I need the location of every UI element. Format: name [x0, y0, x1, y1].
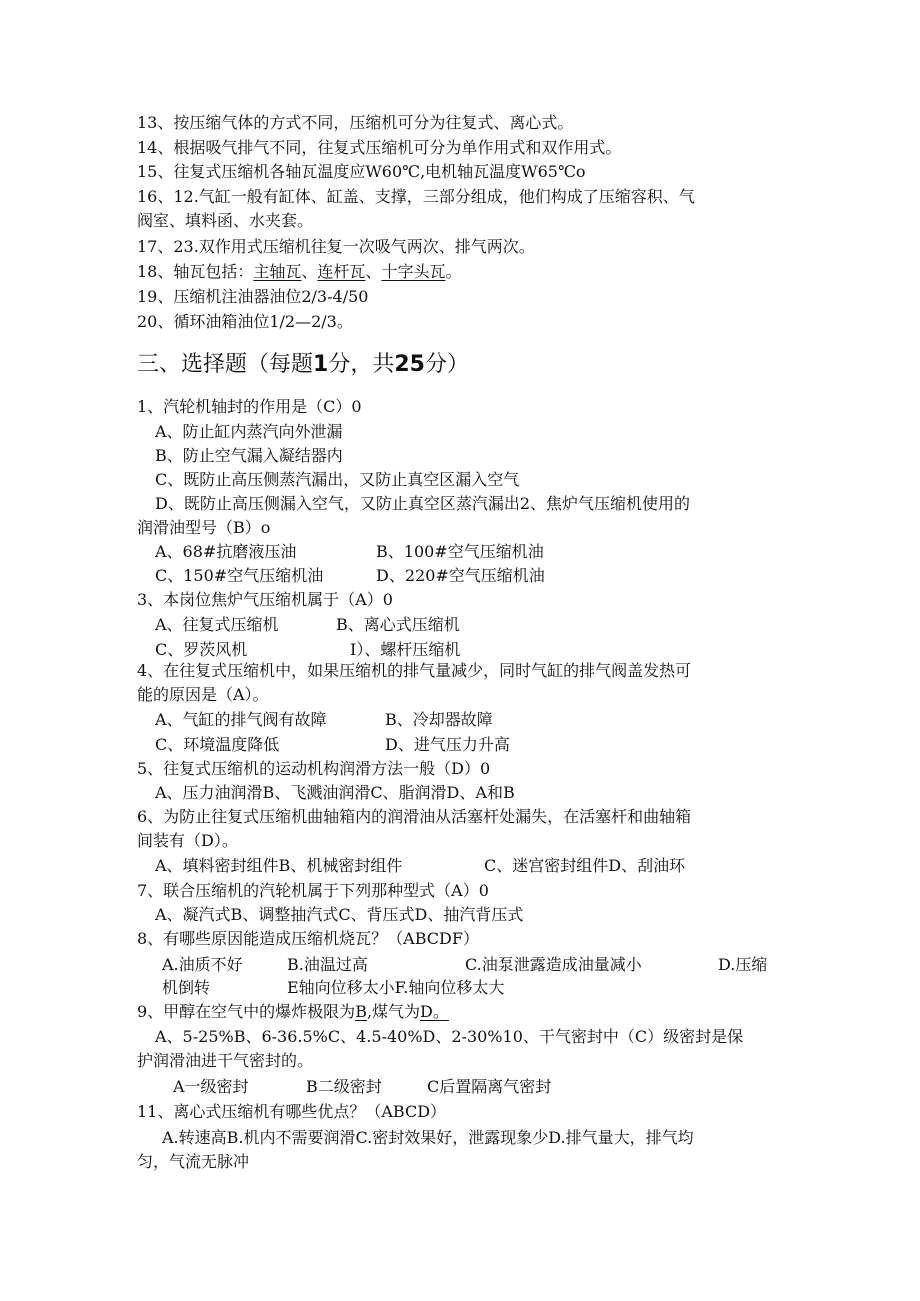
- q10-option-a: A一级密封: [173, 1077, 249, 1096]
- q18-end: 。: [445, 262, 462, 281]
- fill-item-15: 15、往复式压缩机各轴瓦温度应W60℃,电机轴瓦温度W65℃o: [137, 162, 586, 181]
- question-4-cont: 能的原因是（A）。: [137, 685, 269, 704]
- fill-item-13: 13、按压缩气体的方式不同，压缩机可分为往复式、离心式。: [137, 113, 574, 132]
- q18-answer-main-bearing: 主轴瓦: [253, 262, 302, 281]
- question-6-cont: 间装有（D）。: [137, 831, 238, 850]
- fill-item-19: 19、压缩机注油器油位2/3-4/50: [137, 287, 369, 306]
- q4-option-d: D、进气压力升高: [385, 735, 510, 754]
- q8-option-c: C.油泵泄露造成油量减小: [465, 955, 642, 974]
- q9-answer-methanol: B: [355, 1002, 367, 1021]
- q9-answer-gas: D。: [420, 1002, 449, 1021]
- q9-mid: ,煤气为: [366, 1002, 421, 1021]
- section-heading-total: 25: [394, 352, 425, 377]
- question-3: 3、本岗位焦炉气压缩机属于（A）0: [137, 590, 393, 609]
- q8-option-b: B.油温过高: [287, 955, 368, 974]
- q2-option-c: C、150#空气压缩机油: [155, 566, 324, 585]
- q3-option-c: C、罗茨风机: [155, 640, 248, 659]
- q2-option-b: B、100#空气压缩机油: [376, 542, 544, 561]
- q11-options: A.转速高B.机内不需要润滑C.密封效果好，泄露现象少D.排气量大，排气均: [162, 1128, 694, 1147]
- q1-option-d-q2: D、既防止高压侧漏入空气，又防止真空区蒸汽漏出2、焦炉气压缩机使用的: [155, 494, 691, 513]
- question-1: 1、汽轮机轴封的作用是（C）0: [137, 397, 362, 416]
- question-6: 6、为防止往复式压缩机曲轴箱内的润滑油从活塞杆处漏失，在活塞杆和曲轴箱: [137, 807, 692, 826]
- q8-option-d: D.压缩: [718, 955, 768, 974]
- q5-options: A、压力油润滑B、飞溅油润滑C、脂润滑D、A和B: [155, 783, 515, 802]
- q9-prefix: 9、甲醇在空气中的爆炸极限为: [137, 1002, 356, 1021]
- fill-item-14: 14、根据吸气排气不同，往复式压缩机可分为单作用式和双作用式。: [137, 138, 622, 157]
- section-heading-mid: 分，共: [328, 352, 395, 377]
- q18-answer-conrod-bearing: 连杆瓦: [317, 262, 366, 281]
- question-7: 7、联合压缩机的汽轮机属于下列那种型式（A）0: [137, 881, 489, 900]
- q1-option-a: A、防止缸内蒸汽向外泄漏: [155, 422, 343, 441]
- q2-option-d: D、220#空气压缩机油: [376, 566, 545, 585]
- q6-options-ab: A、填料密封组件B、机械密封组件: [155, 856, 403, 875]
- q1-option-c: C、既防止高压侧蒸汽漏出，又防止真空区漏入空气: [155, 470, 520, 489]
- section-heading-post: 分）: [424, 352, 469, 377]
- q8-option-a: A.油质不好: [162, 955, 243, 974]
- q4-option-c: C、环境温度降低: [155, 735, 280, 754]
- q11-options-cont: 匀，气流无脉冲: [137, 1152, 250, 1171]
- q9-options-q10: A、5-25%B、6-36.5%C、4.5-40%D、2-30%10、干气密封中（C）级密封是保: [155, 1027, 744, 1046]
- fill-item-16-cont: 阀室、填料函、水夹套。: [137, 211, 314, 230]
- q6-options-cd: C、迷宫密封组件D、刮油环: [484, 856, 686, 875]
- q10-option-c: C后置隔离气密封: [427, 1077, 552, 1096]
- q1-option-b: B、防止空气漏入凝结器内: [155, 446, 343, 465]
- q10-option-b: B二级密封: [306, 1077, 382, 1096]
- question-5: 5、往复式压缩机的运动机构润滑方法一般（D）0: [137, 759, 491, 778]
- q18-sep: 、: [365, 262, 382, 281]
- q4-option-a: A、气缸的排气阀有故障: [155, 710, 327, 729]
- section-heading: [137, 351, 469, 379]
- q3-option-d: I）、螺杆压缩机: [350, 640, 461, 659]
- q3-option-b: B、离心式压缩机: [336, 615, 460, 634]
- q8-option-d-cont: 机倒转: [162, 978, 211, 997]
- q3-option-a: A、往复式压缩机: [155, 615, 279, 634]
- q18-sep: 、: [301, 262, 318, 281]
- fill-item-16: 16、12.气缸一般有缸体、缸盖、支撑，三部分组成，他们构成了压缩容积、气: [137, 187, 695, 206]
- question-8: 8、有哪些原因能造成压缩机烧瓦？（ABCDF）: [137, 929, 479, 948]
- fill-item-20: 20、循环油箱油位1/2—2/3。: [137, 312, 353, 331]
- q8-options-ef: E轴向位移太小F.轴向位移太大: [287, 978, 505, 997]
- question-2-cont: 润滑油型号（B）o: [137, 518, 271, 537]
- fill-item-18: [137, 261, 461, 283]
- q18-answer-crosshead-bearing: 十字头瓦: [381, 262, 446, 281]
- q4-option-b: B、冷却器故障: [385, 710, 493, 729]
- question-4: 4、在往复式压缩机中，如果压缩机的排气量减少，同时气缸的排气阀盖发热可: [137, 661, 692, 680]
- q18-prefix: 18、轴瓦包括：: [137, 262, 254, 281]
- question-11: 11、离心式压缩机有哪些优点？（ABCD）: [137, 1102, 447, 1121]
- q2-option-a: A、68#抗磨液压油: [155, 542, 297, 561]
- question-10-cont: 护润滑油进干气密封的。: [137, 1051, 314, 1070]
- section-heading-points: 1: [313, 352, 329, 377]
- q7-options: A、凝汽式B、调整抽汽式C、背压式D、抽汽背压式: [155, 905, 524, 924]
- fill-item-17: 17、23.双作用式压缩机往复一次吸气两次、排气两次。: [137, 237, 535, 256]
- question-9: [137, 1001, 449, 1023]
- section-heading-pre: 三、选择题（每题: [137, 352, 314, 377]
